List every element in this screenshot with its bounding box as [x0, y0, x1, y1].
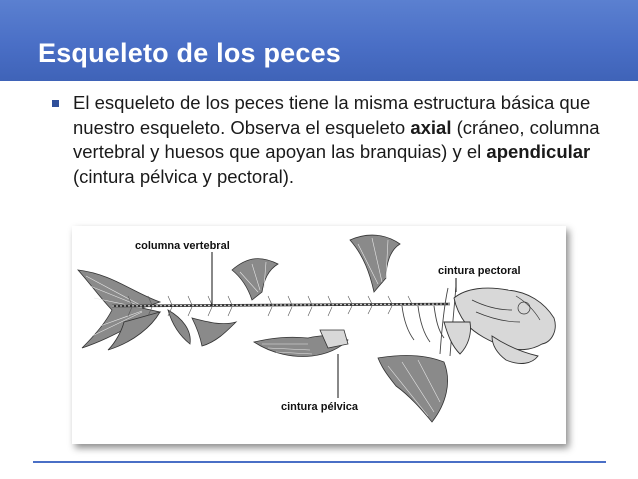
bullet-text-part2: (cráneo, columna vertebral y huesos que apoyan las branquias) y el — [73, 116, 600, 162]
dorsal-fin-2 — [350, 235, 400, 292]
dorsal-fin-1 — [232, 259, 278, 300]
title-bar — [0, 0, 638, 81]
ribs — [402, 306, 444, 342]
bullet-square-icon — [52, 100, 59, 107]
footer-divider — [33, 461, 606, 463]
bullet-text — [73, 91, 613, 189]
gill-arches — [444, 322, 471, 354]
bullet-text-part3: (cintura pélvica y pectoral). — [73, 165, 295, 187]
label-columna-vertebral: columna vertebral — [135, 240, 230, 252]
slide-title: Esqueleto de los peces — [38, 38, 342, 68]
bullet-text-part1: El esqueleto de los peces tiene la misma estructura básica que nuestro esqueleto. Observa el esqueleto — [73, 92, 591, 138]
small-ventral-fin — [168, 310, 190, 344]
anal-fin — [192, 318, 236, 346]
label-cintura-pelvica: cintura pélvica — [281, 401, 359, 413]
bullet-term-axial: axial — [410, 116, 452, 138]
pectoral-fin — [378, 355, 448, 422]
bullet-term-apendicular: apendicular — [486, 141, 591, 162]
skull — [454, 288, 555, 350]
fish-skeleton-illustration — [72, 226, 566, 444]
pelvic-fin — [254, 330, 348, 356]
fish-skeleton-figure — [72, 226, 566, 444]
label-cintura-pectoral: cintura pectoral — [438, 265, 521, 277]
